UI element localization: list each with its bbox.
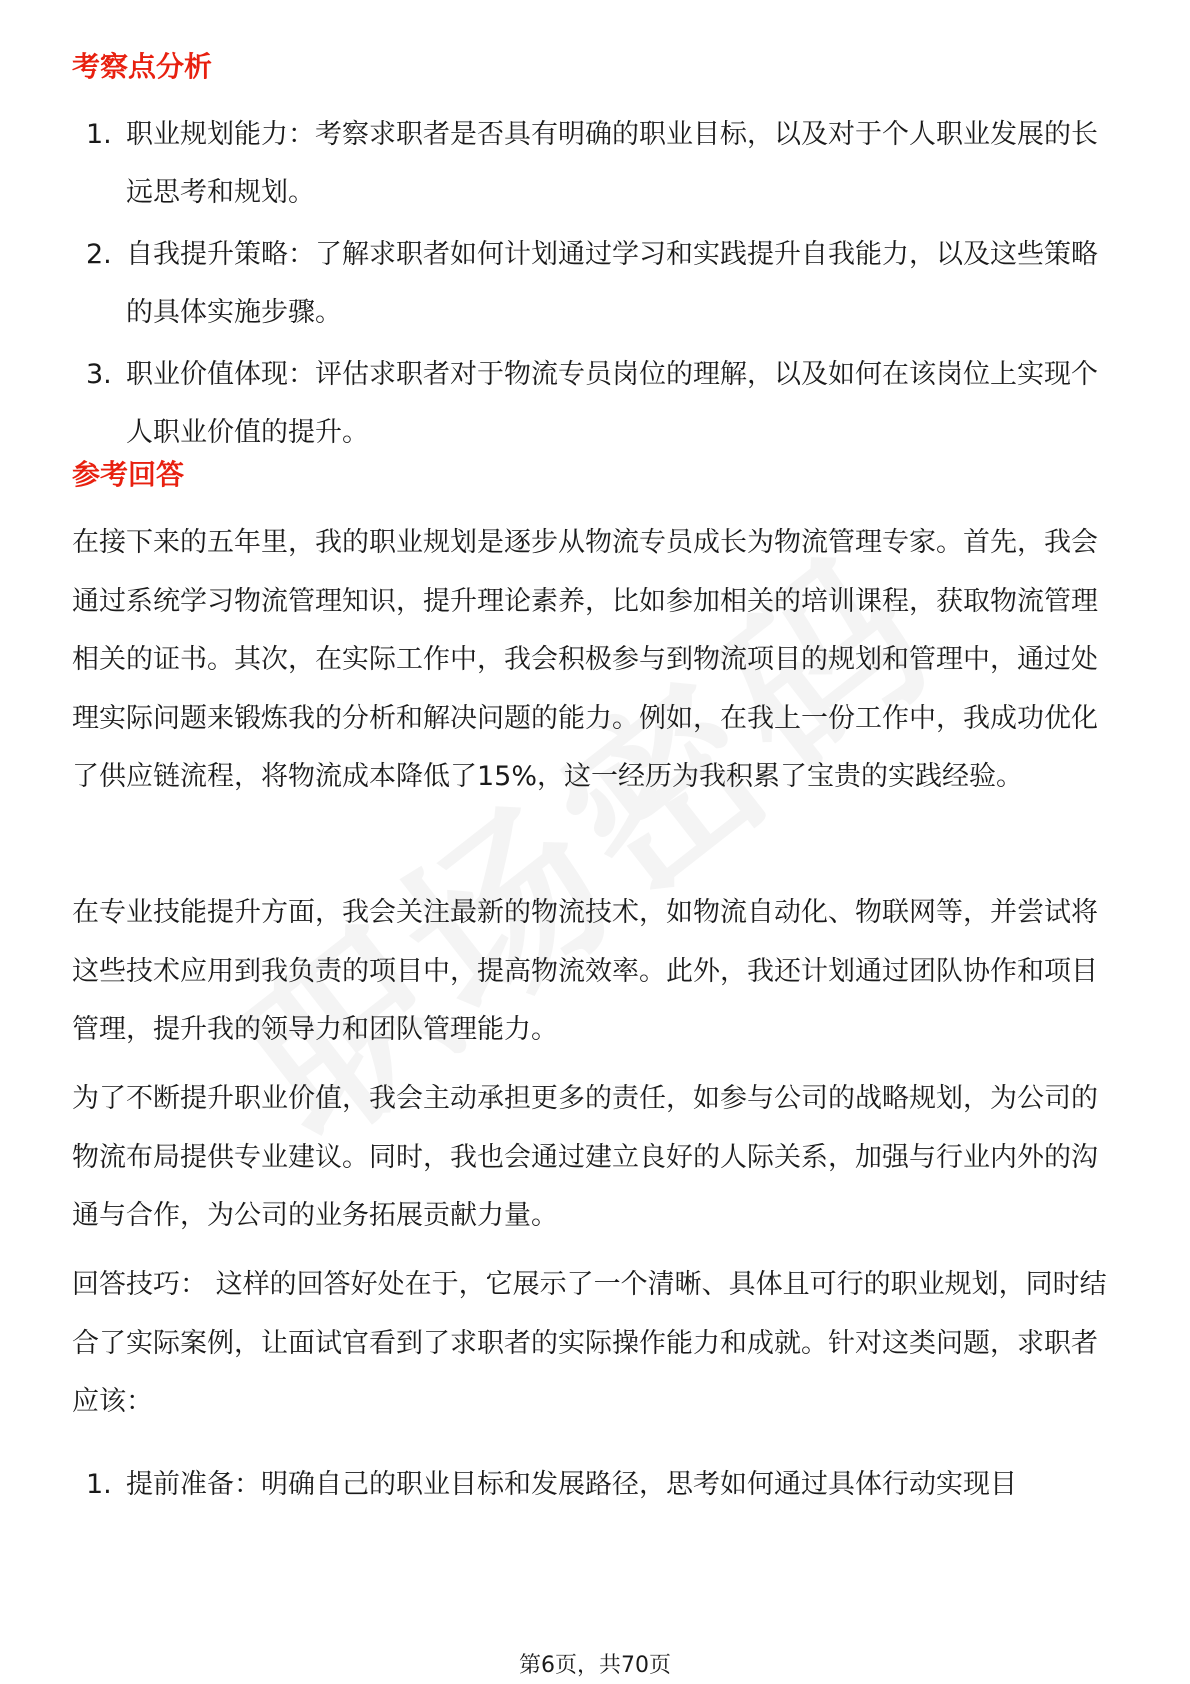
list-number: 1.: [86, 119, 112, 150]
list-number: 1.: [86, 1469, 112, 1500]
list-item-text: 职业规划能力：考察求职者是否具有明确的职业目标，以及对于个人职业发展的长远思考和规划。: [126, 119, 1098, 208]
section-heading-reference-answer: 参考回答: [72, 458, 185, 491]
page-footer: 第6页，共70页: [519, 1653, 671, 1678]
list-item: [0, 106, 1116, 222]
list-item-text: 自我提升策略：了解求职者如何计划通过学习和实践提升自我能力，以及这些策略的具体实施步骤。: [126, 239, 1098, 328]
tips-list: [0, 1456, 1190, 1518]
section-heading-analysis: 考察点分析: [72, 50, 213, 83]
analysis-list: [0, 106, 1190, 466]
list-item: [0, 1456, 1116, 1514]
answer-paragraph: 为了不断提升职业价值，我会主动承担更多的责任，如参与公司的战略规划，为公司的物流布局提供专业建议。同时，我也会通过建立良好的人际关系，加强与行业内外的沟通与合作，为公司的业务拓展贡献力量。: [72, 1083, 1098, 1231]
list-item: [0, 226, 1116, 342]
list-number: 2.: [86, 239, 112, 270]
list-number: 3.: [86, 359, 112, 390]
answer-paragraph: 在接下来的五年里，我的职业规划是逐步从物流专员成长为物流管理专家。首先，我会通过系统学习物流管理知识，提升理论素养，比如参加相关的培训课程，获取物流管理相关的证书。其次，在实际工作中，我会积极参与到物流项目的规划和管理中，通过处理实际问题来锻炼我的分析和解决问题的能力。例如，在我上一份工作中，我成功优化了供应链流程，将物流成本降低了15%，这一经历为我积累了宝贵的实践经验。: [72, 527, 1098, 792]
list-item: [0, 346, 1116, 462]
answer-tips-paragraph: 回答技巧： 这样的回答好处在于，它展示了一个清晰、具体且可行的职业规划，同时结合了实际案例，让面试官看到了求职者的实际操作能力和成就。针对这类问题，求职者应该：: [72, 1269, 1107, 1417]
list-item-text: 提前准备：明确自己的职业目标和发展路径，思考如何通过具体行动实现目: [126, 1469, 1017, 1500]
list-item-text: 职业价值体现：评估求职者对于物流专员岗位的理解，以及如何在该岗位上实现个人职业价值的提升。: [126, 359, 1098, 448]
answer-paragraph: 在专业技能提升方面，我会关注最新的物流技术，如物流自动化、物联网等，并尝试将这些技术应用到我负责的项目中，提高物流效率。此外，我还计划通过团队协作和项目管理，提升我的领导力和团队管理能力。: [72, 897, 1098, 1045]
